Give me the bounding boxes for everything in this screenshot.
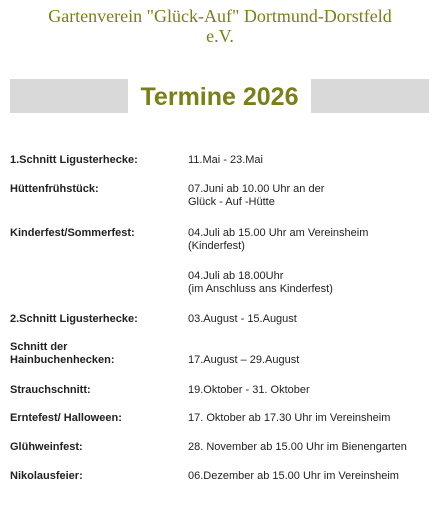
event-date-line: 17. Oktober ab 17.30 Uhr im Vereinsheim <box>188 412 391 424</box>
event-label <box>10 154 180 167</box>
event-label-line: Erntefest/ Halloween: <box>10 412 122 424</box>
event-label-line: Glühweinfest: <box>10 441 83 453</box>
event-label-line: Hüttenfrühstück: <box>10 183 99 195</box>
event-date-line: 06.Dezember ab 15.00 Uhr im Vereinsheim <box>188 470 399 482</box>
event-date <box>188 384 438 397</box>
event-label-line: 2.Schnitt Ligusterhecke: <box>10 313 138 325</box>
organization-suffix-line: e.V. <box>206 26 234 46</box>
event-label <box>10 412 180 425</box>
event-label <box>10 227 180 240</box>
organization-title <box>0 6 440 46</box>
event-label <box>10 313 180 326</box>
event-label-line: 1.Schnitt Ligusterhecke: <box>10 154 138 166</box>
event-label-line: Schnitt der <box>10 341 68 353</box>
event-label <box>10 384 180 397</box>
event-label-line: Hainbuchenhecken: <box>10 354 115 366</box>
event-label <box>10 183 180 196</box>
event-label <box>10 441 180 454</box>
page-title: Termine 2026 <box>140 83 299 111</box>
event-date-line: 11.Mai - 23.Mai <box>188 154 263 166</box>
event-label-line: Kinderfest/Sommerfest: <box>10 227 135 239</box>
event-date-line: 07.Juni ab 10.00 Uhr an der <box>188 183 325 195</box>
event-date <box>188 441 438 454</box>
event-date <box>188 227 438 253</box>
event-label <box>10 470 180 483</box>
event-date <box>188 154 438 167</box>
event-date <box>188 470 438 483</box>
event-date-line: 04.Juli ab 15.00 Uhr am Vereinsheim <box>188 227 369 239</box>
event-date <box>188 313 438 326</box>
event-label-line: Nikolausfeier: <box>10 470 83 482</box>
event-date <box>188 354 438 367</box>
event-label-line: Strauchschnitt: <box>10 384 91 396</box>
event-date-line: 03.August - 15.August <box>188 313 297 325</box>
event-date <box>188 183 438 209</box>
event-date <box>188 270 438 296</box>
event-date-line: 04.Juli ab 18.00Uhr <box>188 270 284 282</box>
event-date-line: (im Anschluss ans Kinderfest) <box>188 283 333 295</box>
event-date-line: 17.August – 29.August <box>188 354 300 366</box>
title-banner <box>10 79 429 113</box>
event-date-line: 19.Oktober - 31. Oktober <box>188 384 310 396</box>
event-date-line: Glück - Auf -Hütte <box>188 196 275 208</box>
event-date <box>188 412 438 425</box>
event-date-line: (Kinderfest) <box>188 240 245 252</box>
organization-name-line: Gartenverein "Glück-Auf" Dortmund-Dorstfeld <box>48 6 392 26</box>
event-date-line: 28. November ab 15.00 Uhr im Bienengarten <box>188 441 407 453</box>
event-label <box>10 341 180 367</box>
